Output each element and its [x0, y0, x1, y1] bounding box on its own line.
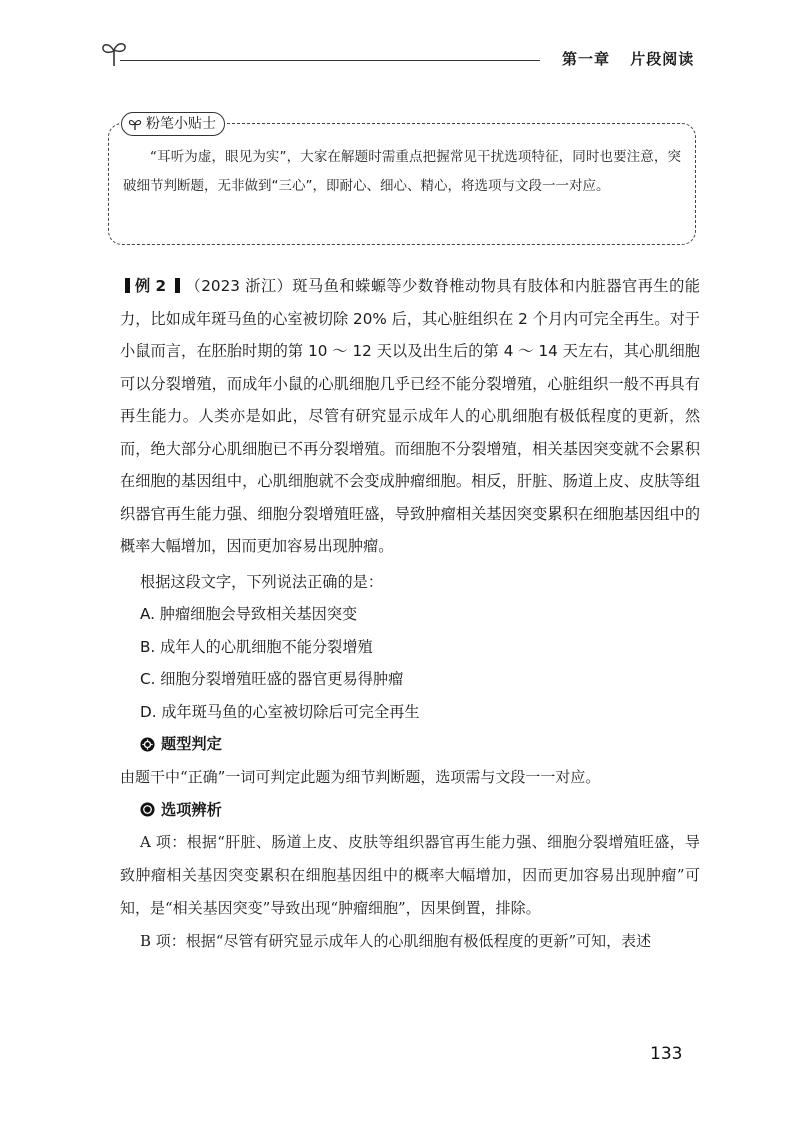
- example-passage: [120, 270, 700, 563]
- option-a: A. 肿瘤细胞会导致相关基因突变: [140, 605, 358, 623]
- tip-label: [121, 112, 225, 136]
- header-rule: [120, 60, 540, 61]
- question-prompt: 根据这段文字，下列说法正确的是：: [140, 572, 383, 591]
- option-b: B. 成年人的心肌细胞不能分裂增殖: [140, 637, 373, 656]
- option-b-analysis: B 项：根据“尽管有研究显示成年人的心肌细胞有极低程度的更新”可知，表述: [140, 932, 652, 950]
- sprout-icon: [128, 117, 142, 131]
- sprout-icon: [100, 38, 128, 68]
- type-heading-text: 题型判定: [161, 735, 222, 753]
- chapter-number: 第一章: [562, 50, 611, 68]
- option-analysis-heading-text: 选项辨析: [161, 800, 222, 819]
- chapter-title: 片段阅读: [630, 50, 695, 68]
- passage-text: （2023 浙江）斑马鱼和蝾螈等少数脊椎动物具有肢体和内脏器官再生的能力，比如成年斑马鱼的心室被切除 20% 后，其心脏组织在 2 个月内可完全再生。对于小鼠而言，在胚胎时期的第 10 ～ 12 天以及出生后的第 4 ～ 14 天左右，其心肌细胞可以分裂增殖，而成年小鼠的心肌细胞几乎已经不能分裂增殖，心脏组织一般不再具有再生能力。人类亦是如此，尽管有研究显示成年人的心肌细胞有极低程度的更新，然而，绝大部分心肌细胞已不再分裂增殖。而细胞不分裂增殖，相关基因突变就不会累积在细胞的基因组中，心肌细胞就不会变成肿瘤细胞。相反，肝脏、肠道上皮、皮肤等组织器官再生能力强、细胞分裂增殖旺盛，导致肿瘤相关基因突变累积在细胞基因组中的概率大幅增加，因而更加容易出现肿瘤。: [120, 277, 700, 555]
- page-header: [100, 38, 700, 78]
- option-analysis-heading: [120, 794, 700, 827]
- type-text: 由题干中“正确”一词可判定此题为细节判断题，选项需与文段一一对应。: [120, 767, 601, 786]
- number-badge-icon: [140, 802, 155, 817]
- example-bar-left: [125, 278, 130, 293]
- tip-box: [108, 116, 696, 245]
- chapter-heading: [562, 48, 694, 69]
- example-bar-right: [175, 278, 180, 293]
- option-c: C. 细胞分裂增殖旺盛的器官更易得肿瘤: [140, 670, 404, 688]
- tip-text: “耳听为虚，眼见为实”，大家在解题时需重点把握常见干扰选项特征，同时也要注意，突破细节判断题，无非做到“三心”，即耐心、细心、精心，将选项与文段一一对应。: [123, 149, 681, 194]
- tip-label-text: 粉笔小贴士: [146, 116, 216, 132]
- main-content: [120, 270, 700, 958]
- option-a-analysis: A 项：根据“肝脏、肠道上皮、皮肤等组织器官再生能力强、细胞分裂增殖旺盛，导致肿瘤相关基因突变累积在细胞基因组中的概率大幅增加，因而更加容易出现肿瘤”可知，是“相关基因突变”导致出现“肿瘤细胞”，因果倒置，排除。: [120, 833, 700, 917]
- option-d: D. 成年斑马鱼的心室被切除后可完全再生: [140, 702, 420, 721]
- page-number: 133: [650, 1044, 683, 1064]
- type-heading: [120, 728, 700, 761]
- gear-badge-icon: [140, 737, 155, 752]
- example-tag: 例 2: [135, 277, 167, 295]
